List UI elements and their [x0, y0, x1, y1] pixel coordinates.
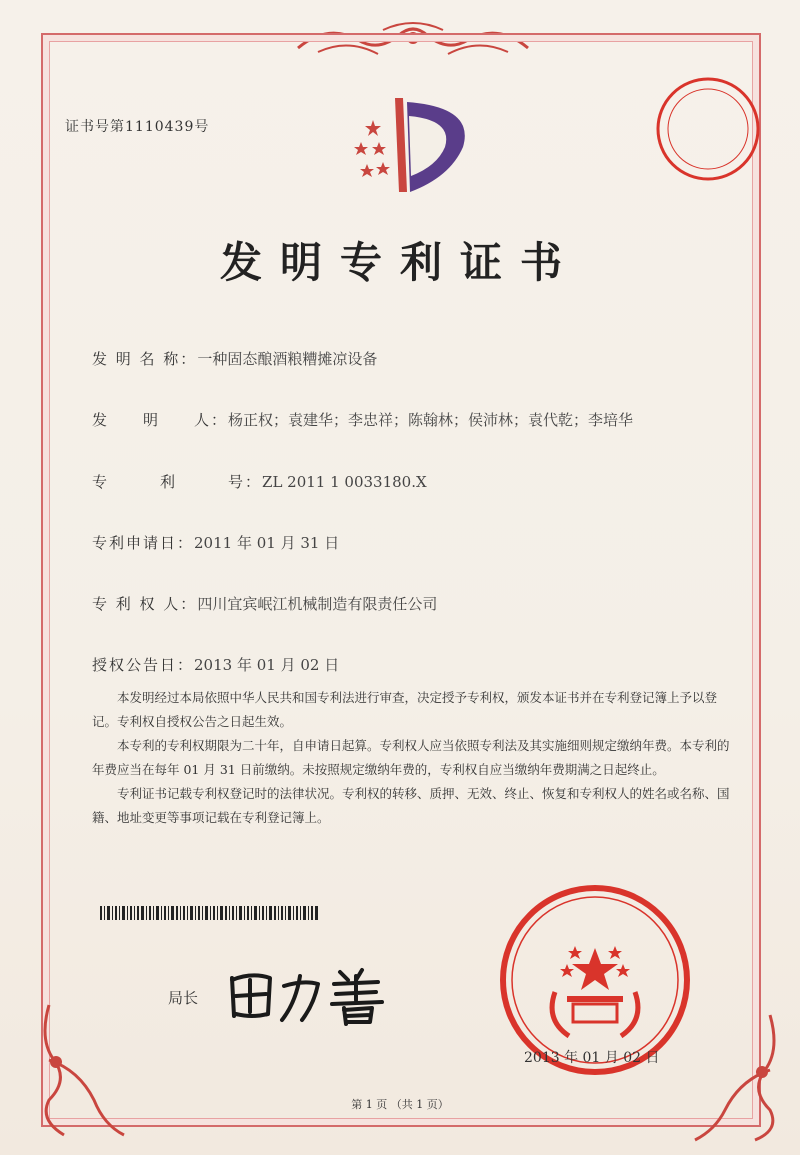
body-paragraph: 专利证书记载专利权登记时的法律状况。专利权的转移、质押、无效、终止、恢复和专利权人的姓名或名称、国籍、地址变更等事项记载在专利登记簿上。	[92, 786, 730, 825]
application-date-field	[92, 532, 339, 553]
cnipa-logo-icon	[345, 92, 485, 202]
application-date-value: 2011 年 01 月 31 日	[194, 534, 340, 552]
patentee-label: 专 利 权 人：	[92, 595, 198, 613]
page-footer: 第 1 页 （共 1 页）	[351, 1098, 449, 1111]
director-signature	[222, 958, 402, 1028]
bottom-right-ornament	[690, 1010, 785, 1145]
patentee-field	[92, 593, 437, 614]
seal-date: 2013 年 01 月 02 日	[524, 1050, 660, 1066]
invention-name-field	[92, 348, 377, 369]
grant-date-label: 授权公告日：	[92, 656, 195, 674]
application-date-label: 专利申请日：	[92, 534, 195, 552]
barcode	[100, 906, 318, 920]
grant-date-value: 2013 年 01 月 02 日	[194, 656, 340, 674]
inventors-value: 杨正权；袁建华；李忠祥；陈翰林；侯沛林；袁代乾；李培华	[228, 411, 634, 429]
patent-number-field	[92, 471, 427, 492]
director-label: 局长	[168, 989, 199, 1007]
patent-number-label: 专 利 号：	[92, 473, 263, 491]
certificate-title: 发明专利证书	[219, 238, 580, 287]
certificate-body-text	[92, 686, 732, 830]
bottom-left-ornament	[34, 1000, 129, 1140]
invention-name-label: 发 明 名 称：	[92, 350, 198, 368]
inventors-label: 发 明 人：	[92, 411, 229, 429]
body-paragraph: 本专利的专利权期限为二十年，自申请日起算。专利权人应当依照专利法及其实施细则规定缴纳年费。本专利的年费应当在每年 01 月 31 日前缴纳。未按照规定缴纳年费的，专利权自应当缴纳年费期满之日起终止。	[92, 738, 730, 777]
inventors-field	[92, 409, 633, 430]
invention-name-value: 一种固态酿酒粮糟摊凉设备	[197, 350, 378, 368]
patent-number-value: ZL 2011 1 0033180.X	[262, 473, 427, 491]
grant-date-field	[92, 654, 339, 675]
certificate-number: 证书号第1110439号	[65, 119, 210, 135]
tax-stamp-seal	[652, 73, 764, 185]
patentee-value: 四川宜宾岷江机械制造有限责任公司	[197, 595, 438, 613]
body-paragraph: 本发明经过本局依照中华人民共和国专利法进行审查，决定授予专利权，颁发本证书并在专利登记簿上予以登记。专利权自授权公告之日起生效。	[92, 690, 718, 729]
